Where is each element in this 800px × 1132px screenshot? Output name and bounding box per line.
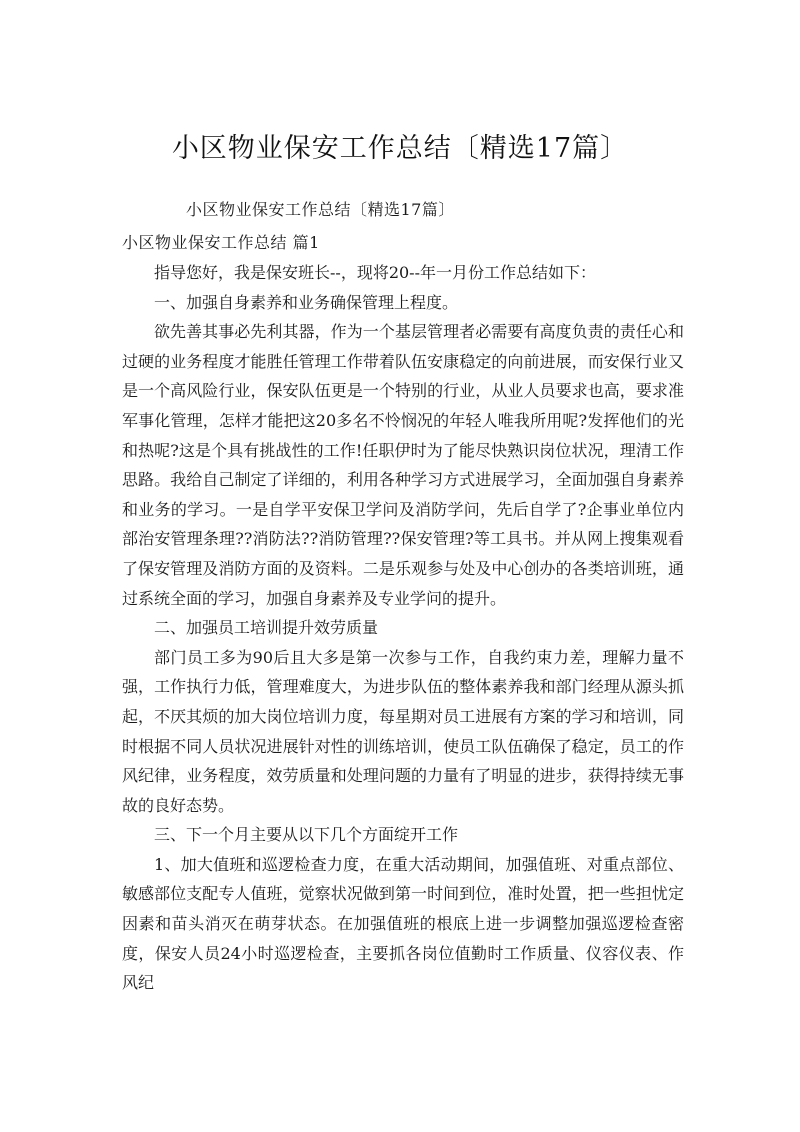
section-heading: 小区物业保安工作总结 篇1 [122, 233, 320, 252]
paragraph-greeting: 指导您好，我是保安班长--，现将20--年一月份工作总结如下： [154, 263, 596, 282]
heading-point-1: 一、加强自身素养和业务确保管理上程度。 [154, 292, 459, 312]
heading-point-3: 三、下一个月主要从以下几个方面绽开工作 [154, 825, 459, 845]
heading-point-2: 二、加强员工培训提升效劳质量 [154, 618, 379, 638]
document-subtitle: 小区物业保安工作总结〔精选17篇〕 [186, 200, 455, 219]
paragraph-point-1: 欲先善其事必先利其器，作为一个基层管理者必需要有高度负责的责任心和过硬的业务程度才能胜任管理工作带着队伍安康稳定的向前进展，而安保行业又是一个高风险行业，保安队伍更是一个特别的行业，从业人员要求也高，要求准军事化管理，怎样才能把这20多名不怜悯况的年轻人唯我所用呢?发挥他们的光和热呢?这是个具有挑战性的工作!任职伊时为了能尽快熟识岗位状况，理清工作思路。我给自己制定了详细的，利用各种学习方式进展学习，全面加强自身素养和业务的学习。一是自学平安保卫学问及消防学问，先后自学了?企事业单位内部治安管理条理??消防法??消防管理??保安管理?等工具书。并从网上搜集观看了保安管理及消防方面的及资料。二是乐观参与处及中心创办的各类培训班，通过系统全面的学习，加强自身素养及专业学问的提升。 [122, 322, 684, 608]
paragraph-point-2: 部门员工多为90后且大多是第一次参与工作，自我约束力差，理解力量不强，工作执行力低，管理难度大，为进步队伍的整体素养我和部门经理从源头抓起，不厌其烦的加大岗位培训力度，每星期对员工进展有方案的学习和培训，同时根据不同人员状况进展针对性的训练培训，使员工队伍确保了稳定，员工的作风纪律，业务程度，效劳质量和处理问题的力量有了明显的进步，获得持续无事故的良好态势。 [122, 647, 684, 815]
paragraph-point-3: 1、加大值班和巡逻检查力度，在重大活动期间，加强值班、对重点部位、敏感部位支配专人值班，觉察状况做到第一时间到位，准时处置，把一些担忧定因素和苗头消灭在萌芽状态。在加强值班的根底上进一步调整加强巡逻检查密度，保安人员24小时巡逻检查，主要抓各岗位值勤时工作质量、仪容仪表、作风纪 [122, 854, 684, 993]
document-body [122, 258, 684, 998]
document-title: 小区物业保安工作总结〔精选17篇〕 [171, 133, 629, 164]
